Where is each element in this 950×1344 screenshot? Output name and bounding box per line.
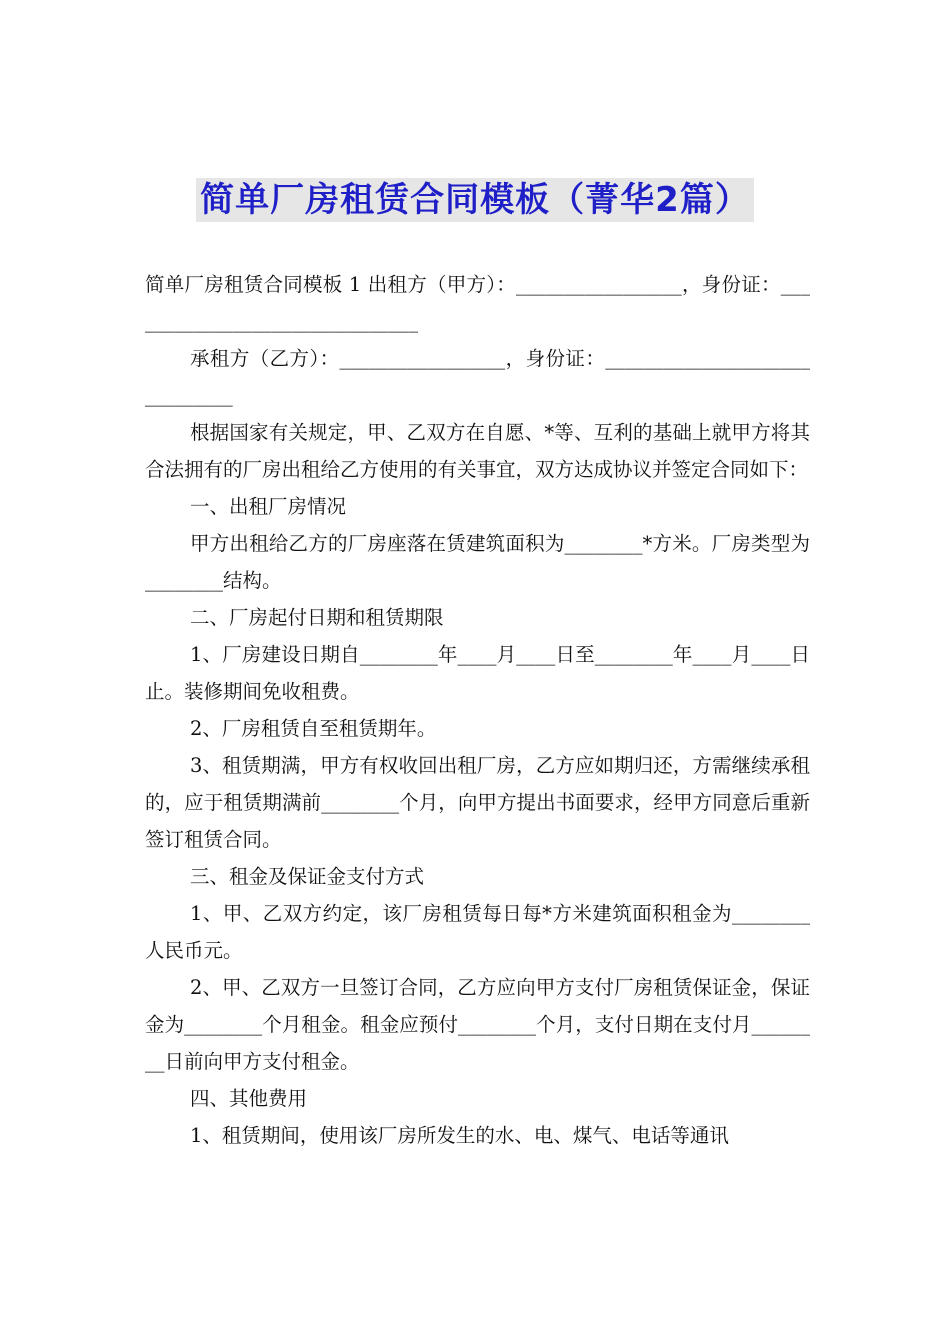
paragraph-intro: 根据国家有关规定，甲、乙双方在自愿、*等、互利的基础上就甲方将其合法拥有的厂房出租给乙方使用的有关事宜，双方达成协议并签定合同如下： [145,421,810,481]
paragraph-lessor: 简单厂房租赁合同模板 1 出租方（甲方）：_________________，身份证：_______________________________ [145,273,810,333]
section-heading-3: 三、租金及保证金支付方式 [190,865,425,888]
document-body [145,266,810,1154]
paragraph-sec2-1: 1、厂房建设日期自________年____月____日至________年____月____日止。装修期间免收租费。 [145,643,810,703]
paragraph-sec3-1: 1、甲、乙双方约定，该厂房租赁每日每*方米建筑面积租金为________人民币元。 [145,902,810,962]
paragraph-lessee: 承租方（乙方）：_________________，身份证：______________________________ [145,347,810,407]
paragraph-sec3-2: 2、甲、乙双方一旦签订合同，乙方应向甲方支付厂房租赁保证金，保证金为________个月租金。租金应预付________个月，支付日期在支付月________日前向甲方支付租金。 [145,976,810,1073]
document-title: 简单厂房租赁合同模板（菁华2篇） [196,178,754,222]
paragraph-sec1-1: 甲方出租给乙方的厂房座落在赁建筑面积为________*方米。厂房类型为________结构。 [145,532,810,592]
section-heading-4: 四、其他费用 [190,1087,308,1110]
paragraph-sec2-3: 3、租赁期满，甲方有权收回出租厂房，乙方应如期归还，方需继续承租的，应于租赁期满前________个月，向甲方提出书面要求，经甲方同意后重新签订租赁合同。 [145,754,810,851]
section-heading-2: 二、厂房起付日期和租赁期限 [190,606,444,629]
section-heading-1: 一、出租厂房情况 [190,495,347,518]
paragraph-sec2-2: 2、厂房租赁自至租赁期年。 [190,717,437,740]
paragraph-sec4-1: 1、租赁期间，使用该厂房所发生的水、电、煤气、电话等通讯 [190,1124,729,1147]
title-container [0,178,950,222]
